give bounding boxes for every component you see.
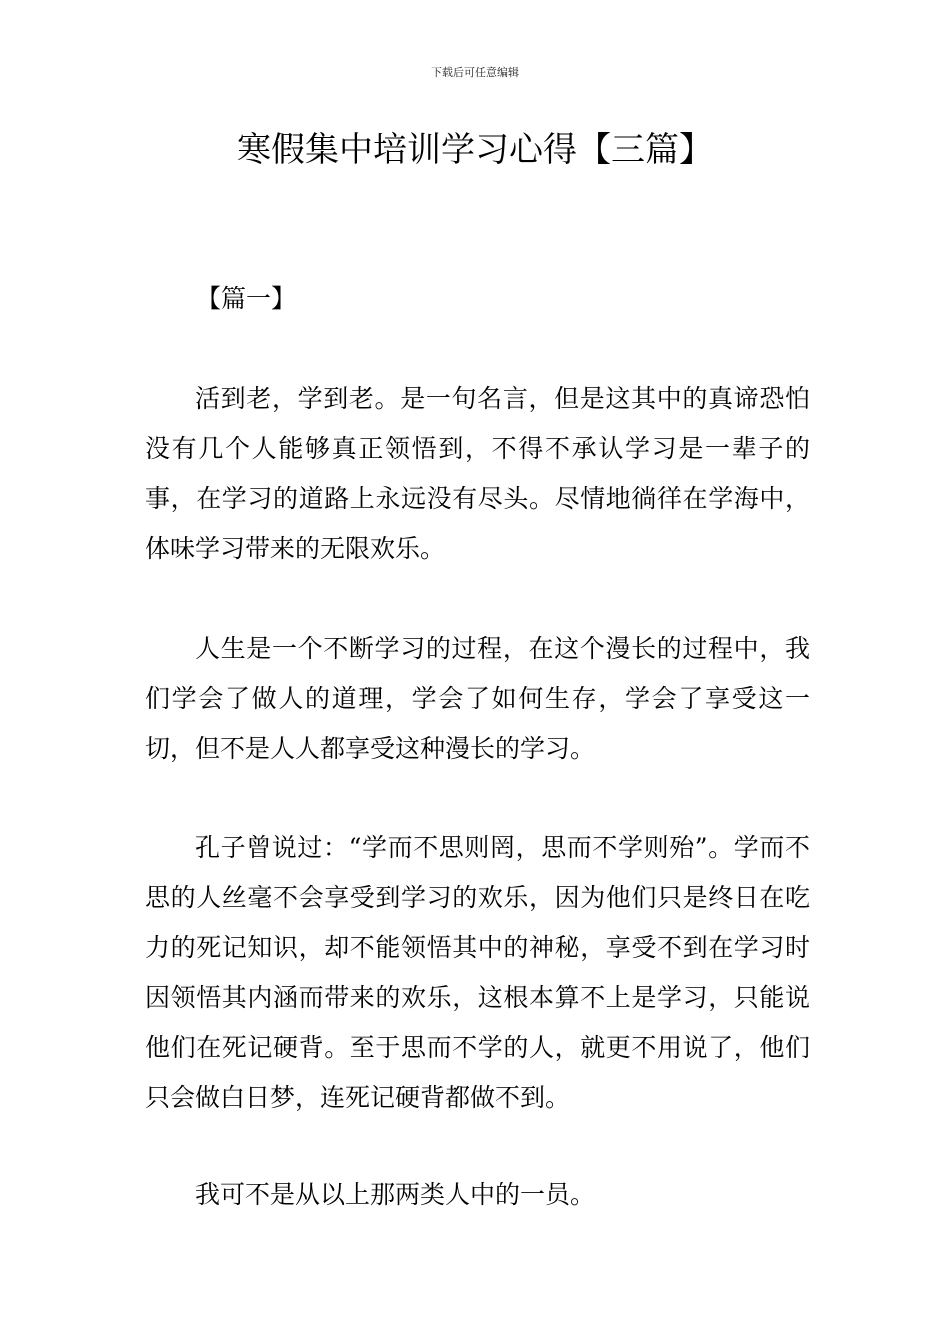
paragraph-2: 人生是一个不断学习的过程，在这个漫长的过程中，我们学会了做人的道理，学会了如何生存，学会了享受这一切，但不是人人都享受这种漫长的学习。 [145, 634, 810, 763]
paragraph-3: 孔子曾说过：“学而不思则罔，思而不学则殆”。学而不思的人丝毫不会享受到学习的欢乐，因为他们只是终日在吃力的死记知识，却不能领悟其中的神秘，享受不到在学习时因领悟其内涵而带来的欢乐，这根本算不上是学习，只能说他们在死记硬背。至于思而不学的人，就更不用说了，他们只会做白日梦，连死记硬背都做不到。 [145, 833, 810, 1112]
header-note: 下载后可任意编辑 [431, 66, 519, 79]
paragraph-1: 活到老，学到老。是一句名言，但是这其中的真谛恐怕没有几个人能够真正领悟到，不得不承认学习是一辈子的事，在学习的道路上永远没有尽头。尽情地徜徉在学海中，体味学习带来的无限欢乐。 [145, 384, 810, 563]
document-title: 寒假集中培训学习心得【三篇】 [237, 130, 713, 170]
section-heading: 【篇一】 [196, 284, 297, 313]
paragraph-4: 我可不是从以上那两类人中的一员。 [195, 1180, 596, 1209]
